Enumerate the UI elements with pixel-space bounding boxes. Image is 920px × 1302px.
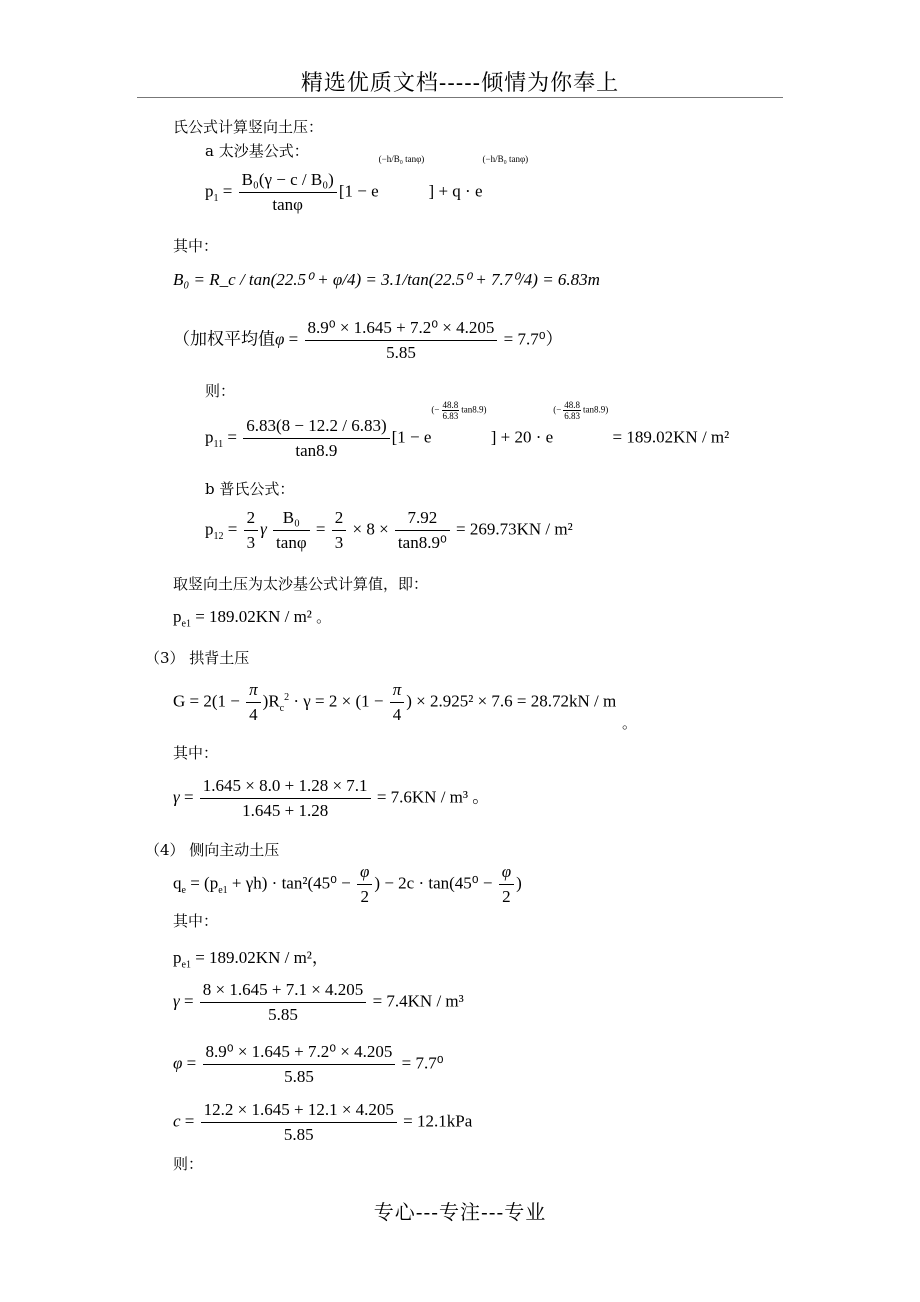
line-take-vertical: 取竖向土压为太沙基公式计算值，即： <box>173 575 429 593</box>
ze-1: 则： <box>205 382 236 400</box>
equation-p1: $p_1$ = $\frac{\text{B₀(γ − c / B₀)}}{\tan\varphi}$ [1 − e(−h/B₀ tanφ) ] + q · e(−h/B₀ tanφ) <box>205 154 529 214</box>
label-protodyakonov: b 普氏公式： <box>205 480 295 498</box>
equation-qe: $q_e = (p_{e1} + \gamma h) \cdot \tan^2(45^0$ − $\frac{\varphi}{2}$ ) − 2c · tan(45⁰ − $\frac{\varphi}{2}$ ) <box>173 862 522 906</box>
equation-cohesion: c = $\frac{12.2 \times 1.645 + 12.1 \times 4.205}{5.85}$ = 12.1kPa <box>173 1100 473 1144</box>
intro-line: 氏公式计算竖向土压： <box>173 118 324 136</box>
label-terzaghi: a 太沙基公式： <box>205 142 309 160</box>
section-4-heading: （4） 侧向主动土压 <box>145 841 280 859</box>
p1-numerator: B₀(γ − c / B₀) <box>239 170 337 193</box>
equation-p12: $p_{12}$ = $\frac{2}{3}$ γ $\frac{\text{B₀}}{\tan\varphi}$ = $\frac{2}{3}$ × 8 × $\frac{7.92}{\text{tan8.9⁰}}$ = 269.73KN / m² <box>205 508 573 552</box>
period-g: 。 <box>622 714 638 732</box>
equation-gamma-7-6: γ = $\frac{1.645 \times 8.0 + 1.28 \times 7.1}{1.645 + 1.28}$ = 7.6KN / m³ 。 <box>173 776 490 820</box>
page-header: 精选优质文档-----倾情为你奉上 <box>300 71 620 96</box>
equation-phi: φ = $\frac{\text{8.9⁰ × 1.645 + 7.2⁰ × 4.205}}{5.85}$ = 7.7⁰ <box>173 1042 444 1086</box>
equation-pe1-b: $p_{e1} = 189.02KN / m^2$， <box>173 948 329 971</box>
qizhong-3: 其中： <box>173 912 219 930</box>
page-footer: 专心---专注---专业 <box>373 1200 547 1224</box>
equation-weighted-average: （加权平均值φ = $\frac{\text{8.9⁰ × 1.645 + 7.2⁰ × 4.205}}{5.85}$ = 7.7⁰） <box>173 318 563 362</box>
section-3-heading: （3） 拱背土压 <box>145 649 250 667</box>
equation-p11: $p_{11}$ = $\frac{6.83(8 - 12.2 / 6.83)}{\tan 8.9}$ [1 − e(− $\frac{48.8}{6.83}$ tan8.9) ] + 20 · e(− $\frac{48.8}{6.83}$ tan8.9) = 189.02KN / m² <box>205 400 730 460</box>
p1-denominator: tanφ <box>272 195 303 214</box>
equation-b0: B₀ = R_c / tan(22.5⁰ + φ/4) = 3.1/tan(22.5⁰ + 7.7⁰/4) = 6.83m <box>173 270 600 289</box>
equation-g: G = 2(1 − $\frac{\pi}{4}$ )$R_c^2 \cdot \gamma = 2 \times (1$ − $\frac{\pi}{4}$ ) × 2.925² × 7.6 = 28.72kN / m <box>173 680 617 724</box>
qizhong-2: 其中： <box>173 744 219 762</box>
qizhong-1: 其中： <box>173 237 219 255</box>
ze-2: 则： <box>173 1155 204 1173</box>
equation-gamma-7-4: γ = $\frac{8 \times 1.645 + 7.1 \times 4.205}{5.85}$ = 7.4KN / m³ <box>173 980 464 1024</box>
equation-pe1: $p_{e1} = 189.02KN / m^2$ 。 <box>173 607 332 630</box>
header-rule <box>137 97 783 98</box>
